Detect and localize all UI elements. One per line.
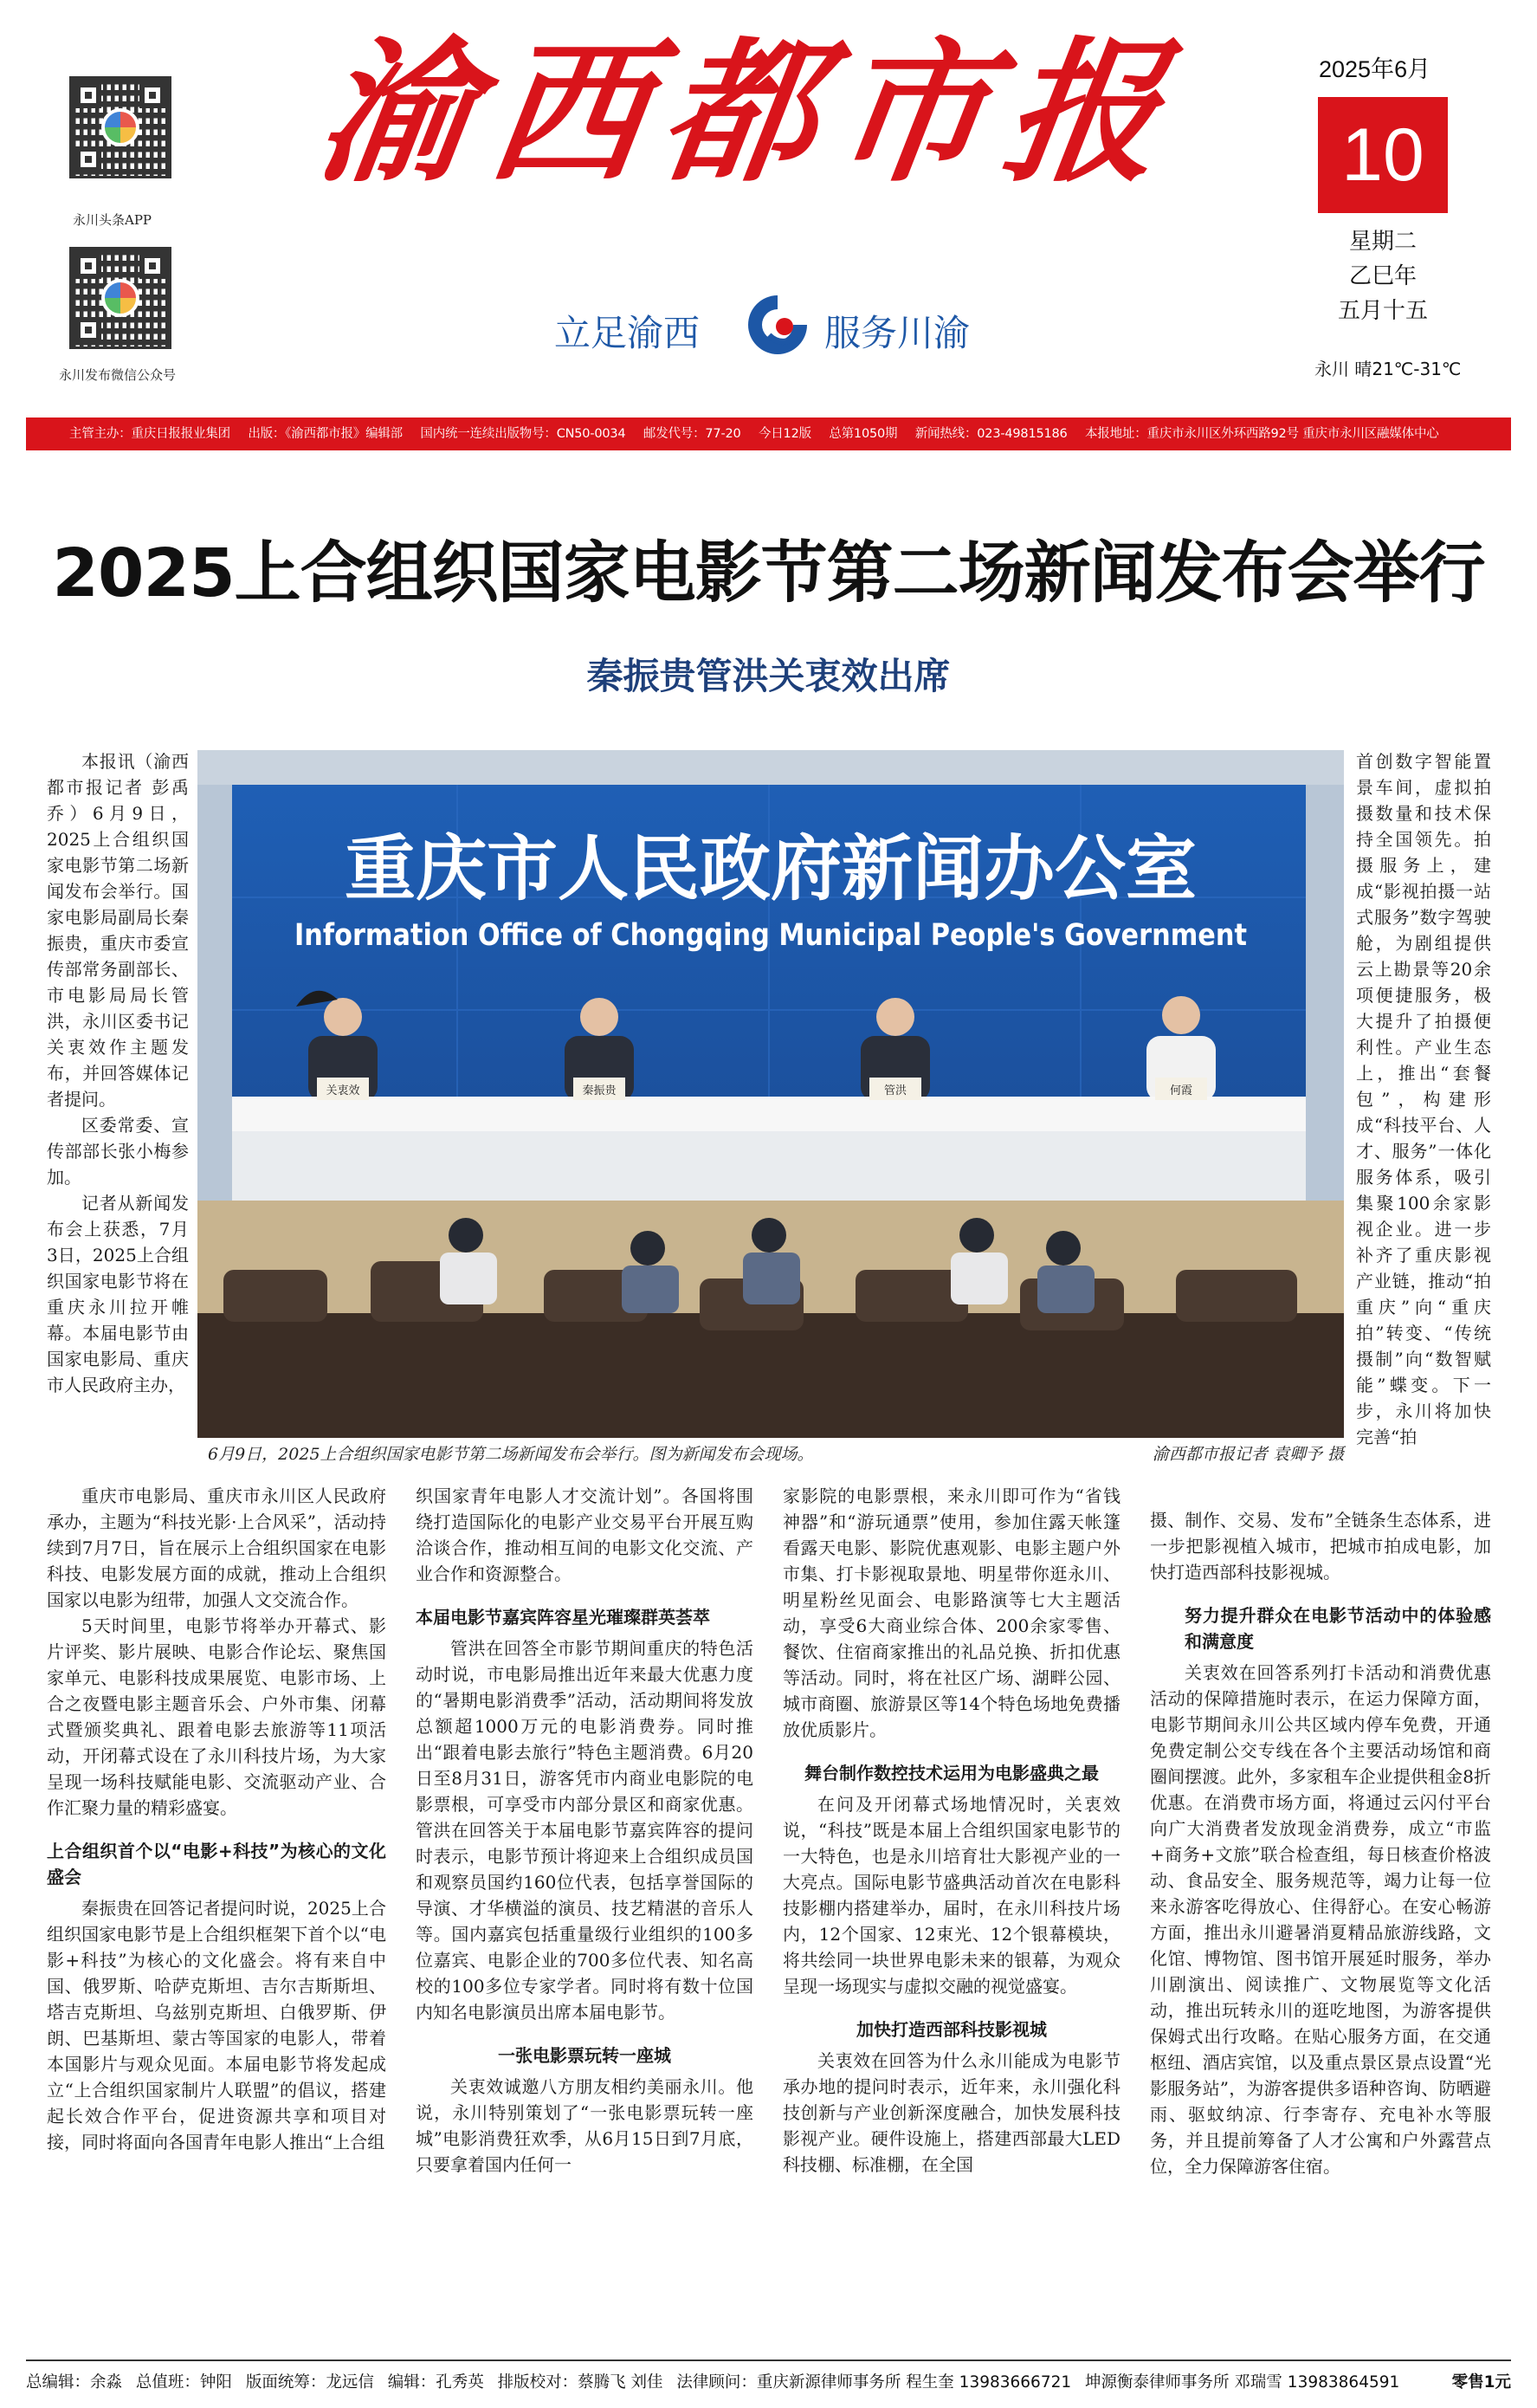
publication-info-bar [26,418,1511,450]
logo-icon [101,108,139,146]
paragraph: 家影院的电影票根，来永川即可作为“省钱神器”和“游玩通票”使用，参加住露天帐篷看露天电影、影院优惠观影、电影主题户外市集、打卡影视取景地、明星带你逛永川、明星粉丝见面会、电影路演等七大主题活动，享受6大商业综合体、200余家零售、餐饮、住宿商家推出的礼品兑换、折扣优惠等活动。同时，将在社区广场、湖畔公园、城市商圈、旅游景区等14个特色场地免费播放优质影片。 [783,1486,1120,1740]
subheadline: 秦振贵管洪关衷效出席 [586,655,951,697]
article-column-4 [1150,1507,1491,2349]
paragraph: 秦振贵在回答记者提问时说，2025上合组织国家电影节是上合组织框架下首个以“电影+科技”为核心的文化盛会。将有来自中国、俄罗斯、哈萨克斯坦、吉尔吉斯斯坦、塔吉克斯坦、乌兹别克斯坦、白俄罗斯、伊朗、巴基斯坦、蒙古等国家的电影人，带着本国影片与观众见面。本届电影节将发起成立“上合组织国家制片人联盟”的倡议，搭建起长效合作平台，促进资源共享和项目对接，同时将面向各国青年电影人推出“上合组 [47,1898,386,2152]
paragraph: 管洪在回答全市影节期间重庆的特色活动时说，市电影局推出近年来最大优惠力度的“暑期电影消费季”活动，活动期间将发放总额超1000万元的电影消费券。同时推出“跟着电影去旅行”特色主题消费。6月20日至8月31日，游客凭市内商业电影院的电影票根，可享受市内部分景区和商家优惠。管洪在回答关于本届电影节嘉宾阵容的提问时表示，电影节预计将迎来上合组织成员国和观察员国约160位代表，包括享誉国际的导演、才华横溢的演员、技艺精湛的音乐人等。国内嘉宾包括重量级行业组织的100多位嘉宾、电影企业的700多位代表、知名高校的100多位专家学者。同时将有数十位国内知名电影演员出席本届电影节。 [416,1638,753,2023]
staff-item: 版面统筹：龙远信 [245,2373,374,2392]
paragraph: 在问及开闭幕式场地情况时，关衷效说，“科技”既是本届上合组织国家电影节的一大特色，也是永川培育壮大影视产业的一大亮点。国际电影节盛典活动首次在电影科技影棚内搭建举办，届时，在永川科技片场内，12个国家、12束光、12个银幕模块，将共绘同一块世界电影未来的银幕，为观众呈现一场现实与虚拟交融的视觉盛宴。 [783,1794,1120,1997]
newspaper-masthead: 渝西都市报 [307,22,1191,203]
staff-item: 总值班：钟阳 [135,2373,232,2392]
photo-caption [208,1441,1344,1465]
section-heading: 努力提升群众在电影节活动中的体验感和满意度 [1185,1605,1491,1652]
staff-item: 编辑：孔秀英 [387,2373,484,2392]
slogan-right: 服务川渝 [824,312,971,354]
page-footer [26,2359,1511,2392]
caption-text: 6月9日，2025上合组织国家电影节第二场新闻发布会举行。图为新闻发布会现场。 [208,1445,814,1464]
staff-item: 法律顾问：重庆新源律师事务所 程生奎 13983666721 [676,2373,1072,2392]
logo-icon [101,279,139,317]
info-item: 新闻热线：023-49815186 [914,427,1068,441]
info-item: 出版：《渝西都市报》编辑部 [248,427,403,441]
section-heading: 舞台制作数控技术运用为电影盛典之最 [804,1763,1099,1783]
issue-day: 10 [1318,97,1448,213]
paragraph: 关衷效在回答系列打卡活动和消费优惠活动的保障措施时表示，在运力保障方面，电影节期间永川公共区域内停车免费，开通免费定制公交专线在各个主要活动场馆和商圈间摆渡。此外，多家租车企业提供租金8折优惠。在消费市场方面，将通过云闪付平台向广大消费者发放现金消费券，成立“市监+商务+文旅”联合检查组，每日核查价格波动、食品安全、服务规范等，竭力让每一位来永游客吃得放心、住得舒心。在安心畅游方面，推出永川避暑消夏精品旅游线路，文化馆、博物馆、图书馆开展延时服务，举办川剧演出、阅读推广、文物展览等文化活动，推出玩转永川的逛吃地图，为游客提供保姆式出行攻略。在贴心服务方面，在交通枢纽、酒店宾馆，以及重点景区景点设置“光影服务站”，为游客提供多语种咨询、防晒避雨、驱蚊纳凉、行李寄存、充电补水等服务，并且提前筹备了人才公寓和户外露营点位，全力保障游客住宿。 [1150,1662,1491,2177]
paragraph: 本报讯（渝西都市报记者 彭禹乔）6月9日，2025上合组织国家电影节第二场新闻发布会举行。国家电影局副局长秦振贵，重庆市委宣传部常务副部长、市电影局局长管洪，永川区委书记关衷效作主题发布，并回答媒体记者提问。 [47,751,189,1110]
paragraph: 重庆市电影局、重庆市永川区人民政府承办，主题为“科技光影·上合风采”，活动持续到7月7日，旨在展示上合组织国家在电影科技、电影发展方面的成就，推动上合组织国家以电影为纽带，加强人文交流合作。 [47,1486,386,1610]
paragraph: 5天时间里，电影节将举办开幕式、影片评奖、影片展映、电影合作论坛、聚焦国家单元、电影科技成果展览、电影市场、上合之夜暨电影主题音乐会、户外市集、闭幕式暨颁奖典礼、跟着电影去旅游等11项活动，开闭幕式设在了永川科技片场，为大家呈现一场科技赋能电影、交流驱动产业、合作汇聚力量的精彩盛宴。 [47,1615,386,1818]
brand-logo-icon [743,290,812,359]
backdrop-english-title: Information Office of Chongqing Municipal People's Government [294,918,1247,953]
wechat-qr-code[interactable] [69,247,171,349]
issue-year-month: 2025年6月 [1319,56,1431,82]
lunar-date: 五月十五 [1337,298,1428,324]
staff-item: 坤源衡泰律师事务所 邓瑞雪 13983864591 [1085,2373,1400,2392]
backdrop-chinese-title: 重庆市人民政府新闻办公室 [344,828,1198,910]
ganzhi-year: 乙巳年 [1348,263,1417,289]
app-qr-label: 永川头条APP [73,212,152,228]
paragraph: 首创数字智能置景车间，虚拟拍摄数量和技术保持全国领先。拍摄服务上，建成“影视拍摄一站式服务”数字驾驶舱，为剧组提供云上勘景等20余项便捷服务，极大提升了拍摄便利性。产业生态上，推出“套餐包”，构建形成“科技平台、人才、服务”一体化服务体系，吸引集聚100余家影视企业。进一步补齐了重庆影视产业链，推动“拍重庆”向“重庆拍”转变、“传统摄制”向“数智赋能”蝶变。下一步，永川将加快完善“拍 [1356,751,1491,1447]
wechat-qr-label: 永川发布微信公众号 [59,367,177,383]
staff-item: 总编辑：余淼 [26,2373,123,2392]
article-column-2 [416,1483,753,2349]
slogan-left: 立足渝西 [554,312,701,354]
staff-item: 排版校对：蔡腾飞 刘佳 [497,2373,663,2392]
main-headline: 2025上合组织国家电影节第二场新闻发布会举行 [52,535,1485,612]
section-heading: 加快打造西部科技影视城 [856,2019,1047,2040]
nameplate: 关衷效 [326,1084,360,1097]
article-column-1 [47,1483,386,2349]
price: 零售1元 [1451,2373,1511,2392]
section-heading: 上合组织首个以“电影+科技”为核心的文化盛会 [47,1841,386,1887]
section-heading: 一张电影票玩转一座城 [498,2045,671,2066]
weather: 永川 晴21℃-31℃ [1314,359,1462,379]
photo-illustration [197,750,1344,1438]
article-column-3 [783,1483,1120,2349]
nameplate: 秦振贵 [582,1084,617,1097]
weekday: 星期二 [1348,229,1417,255]
info-item: 今日12版 [758,427,811,441]
press-conference-photo [197,750,1344,1438]
photo-credit: 渝西都市报记者 袁卿予 摄 [1152,1445,1344,1464]
info-item: 邮发代号：77-20 [643,427,741,441]
paragraph: 关衷效诚邀八方朋友相约美丽永川。他说，永川特别策划了“一张电影票玩转一座城”电影消费狂欢季，从6月15日到7月底，只要拿着国内任何一 [416,2076,753,2175]
info-item: 国内统一连续出版物号：CN50-0034 [420,427,626,441]
paragraph: 记者从新闻发布会上获悉，7月3日，2025上合组织国家电影节将在重庆永川拉开帷幕。本届电影节由国家电影局、重庆市人民政府主办， [47,1193,189,1395]
info-item: 本报地址：重庆市永川区外环西路92号 重庆市永川区融媒体中心 [1085,427,1439,441]
paragraph: 关衷效在回答为什么永川能成为电影节承办地的提问时表示，近年来，永川强化科技创新与产业创新深度融合，加快发展科技影视产业。硬件设施上，搭建西部最大LED科技棚、标准棚，在全国 [783,2050,1120,2175]
staff-credits [26,2370,1408,2392]
section-heading: 本届电影节嘉宾阵容星光璀璨群英荟萃 [416,1607,710,1628]
nameplate: 管洪 [883,1084,907,1097]
article-column-4-top [1356,748,1491,1507]
paragraph: 织国家青年电影人才交流计划”。各国将围绕打造国际化的电影产业交易平台开展互购洽谈合作，推动相互间的电影文化交流、产业合作和资源整合。 [416,1486,753,1584]
app-qr-code[interactable] [69,76,171,178]
nameplate: 何霞 [1169,1084,1193,1097]
info-item: 主管主办：重庆日报报业集团 [69,427,230,441]
info-item: 总第1050期 [829,427,898,441]
paragraph: 区委常委、宣传部部长张小梅参加。 [47,1115,189,1188]
article-column-1-top [47,748,189,1483]
paragraph: 摄、制作、交易、发布”全链条生态体系，进一步把影视植入城市，把城市拍成电影，加快打造西部科技影视城。 [1150,1510,1491,1583]
